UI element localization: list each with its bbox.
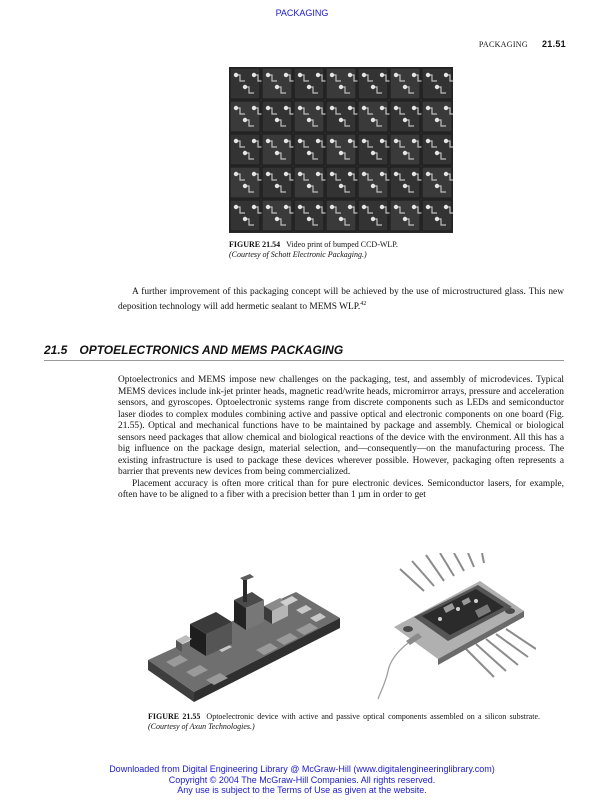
- section-heading: [44, 343, 564, 357]
- body-paragraph-2: Placement accuracy is often more critical than for pure electronic devices. Semiconductor lasers, for example, often have to be aligned to a fiber with a precision better than 1 µm in order to get: [118, 478, 564, 501]
- figure-21-54-caption: [229, 240, 453, 260]
- figure-credit: (Courtesy of Schott Electronic Packaging.): [229, 250, 367, 259]
- figure-21-55-caption: [148, 712, 540, 732]
- bumped-wafer-photo: [229, 67, 453, 233]
- copyright-link[interactable]: Copyright © 2004 The McGraw-Hill Companies. All rights reserved.: [168, 774, 436, 785]
- section-rule: [44, 360, 564, 361]
- body-paragraph-1: Optoelectronics and MEMS impose new challenges on the packaging, test, and assembly of microdevices. Typical MEMS devices include ink-jet printer heads, magnetic read/write heads, micromirror arrays, pressure and acceleration sensors, and gyroscopes. Optoelectronic systems range from discrete components such as LEDs and semiconductor laser diodes to complex modules combining active and passive optical and electronic components on one board (Fig. 21.55). Optical and mechanical functions have to be maintained by package and assembly. Chemical or biological sensors need packages that allow chemical and biological reactions of the device with the environment. All this has a big influence on the package design, material selection, and—consequently—on the manufacturing process. The existing infrastructure is used to package these devices wherever possible. However, packaging often represents a barrier that prevents new devices from being commercialized.: [118, 375, 564, 478]
- running-title: PACKAGING: [478, 40, 528, 49]
- optical-bench-illustration: [146, 552, 342, 702]
- section-title: OPTOELECTRONICS AND MEMS PACKAGING: [79, 343, 344, 357]
- intro-paragraph: [118, 287, 564, 313]
- terms-of-use-link[interactable]: Any use is subject to the Terms of Use as given at the website.: [177, 785, 427, 795]
- section-number: 21.5: [44, 343, 68, 357]
- top-packaging-link[interactable]: PACKAGING: [275, 8, 329, 18]
- figure-label: FIGURE 21.54: [229, 240, 281, 249]
- figure-21-55-substrate-image: [146, 552, 342, 702]
- figure-21-55-package-image: [370, 553, 536, 703]
- footer: [0, 764, 604, 796]
- figure-credit: (Courtesy of Axun Technologies.): [148, 722, 255, 731]
- body-text: [118, 375, 564, 502]
- figure-label: FIGURE 21.55: [148, 712, 201, 721]
- figure-21-54-image: [229, 67, 453, 233]
- page-number: 21.51: [541, 39, 566, 49]
- reference-superscript: 42: [360, 300, 367, 307]
- figure-caption-text: Optoelectronic device with active and passive optical components assembled on a silicon substrate.: [206, 712, 540, 721]
- library-link[interactable]: Downloaded from Digital Engineering Library @ McGraw-Hill (www.digitalengineeringlibrary.com): [109, 764, 495, 774]
- butterfly-package-illustration: [370, 553, 536, 703]
- running-head: [479, 39, 566, 49]
- figure-caption-text: Video print of bumped CCD-WLP.: [286, 240, 398, 249]
- intro-text: A further improvement of this packaging concept will be achieved by the use of microstructured glass. This new deposition technology will add hermetic sealant to MEMS WLP.: [118, 287, 564, 312]
